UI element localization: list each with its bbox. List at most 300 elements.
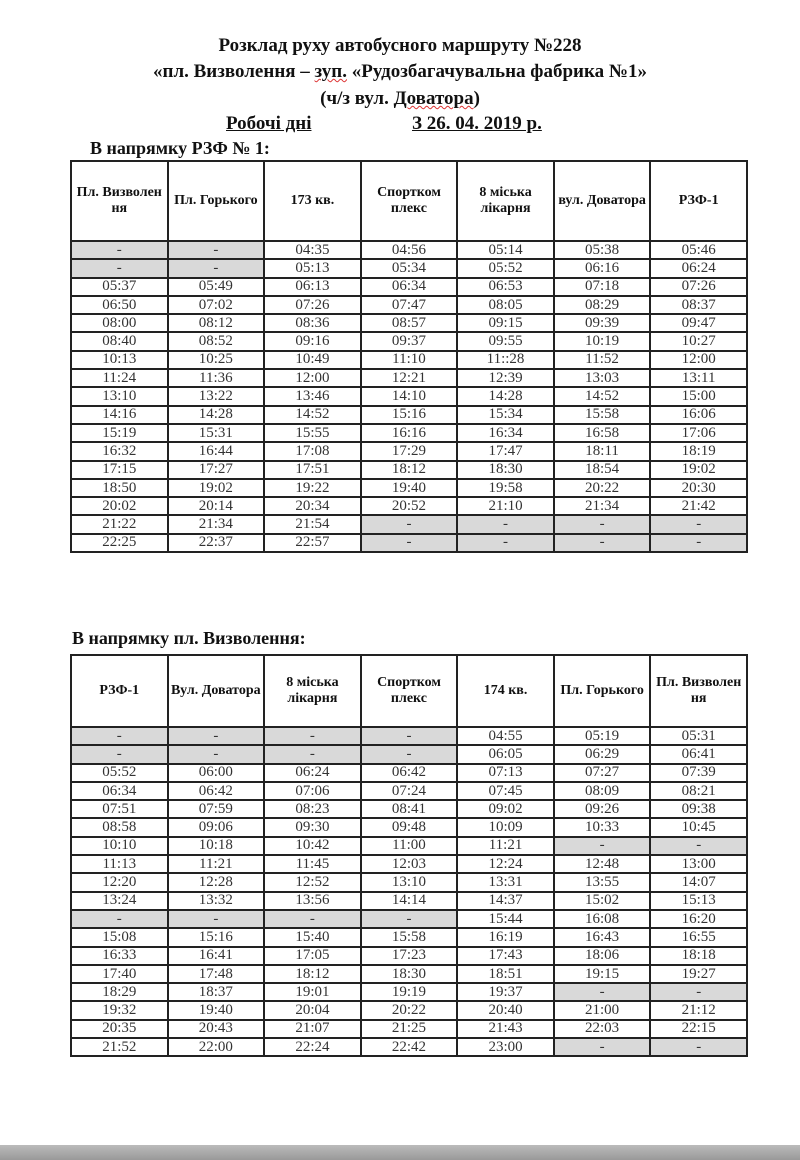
table-row	[71, 461, 747, 479]
departure-time: 13:56	[264, 892, 361, 910]
departure-time: 15:16	[361, 406, 458, 424]
departure-time: 12:00	[264, 369, 361, 387]
column-header: Вул. Доватора	[168, 655, 265, 727]
departure-time: 12:48	[554, 855, 651, 873]
departure-time: 08:57	[361, 314, 458, 332]
departure-time: 05:38	[554, 241, 651, 259]
departure-time: 08:58	[71, 818, 168, 836]
column-header: вул. Доватора	[554, 161, 651, 241]
departure-time: 05:31	[650, 727, 747, 745]
table-row	[71, 782, 747, 800]
column-header: РЗФ-1	[650, 161, 747, 241]
departure-time: 12:21	[361, 369, 458, 387]
departure-time: 11:00	[361, 837, 458, 855]
departure-time: 15:08	[71, 928, 168, 946]
departure-time: 11:45	[264, 855, 361, 873]
departure-time: 12:28	[168, 873, 265, 891]
departure-time: 19:58	[457, 479, 554, 497]
departure-time: 09:55	[457, 332, 554, 350]
route-name-part: «пл. Визволення –	[153, 61, 315, 82]
departure-time: 15:16	[168, 928, 265, 946]
column-header: Пл. Визволен ня	[71, 161, 168, 241]
departure-time: 18:18	[650, 947, 747, 965]
table-row	[71, 479, 747, 497]
departure-time: 08:23	[264, 800, 361, 818]
no-departure-cell: -	[168, 745, 265, 763]
departure-time: 19:37	[457, 983, 554, 1001]
table-row	[71, 406, 747, 424]
departure-time: 07:39	[650, 764, 747, 782]
departure-time: 13:11	[650, 369, 747, 387]
table-row	[71, 534, 747, 552]
departure-time: 07:26	[264, 296, 361, 314]
departure-time: 06:42	[361, 764, 458, 782]
departure-time: 19:32	[71, 1001, 168, 1019]
departure-time: 06:50	[71, 296, 168, 314]
departure-time: 21:52	[71, 1038, 168, 1056]
departure-time: 18:11	[554, 442, 651, 460]
table-row	[71, 387, 747, 405]
no-departure-cell: -	[650, 534, 747, 552]
departure-time: 18:51	[457, 965, 554, 983]
departure-time: 20:35	[71, 1020, 168, 1038]
departure-time: 17:27	[168, 461, 265, 479]
route-via-part: (ч/з вул.	[320, 88, 394, 109]
table-row	[71, 727, 747, 745]
departure-time: 06:00	[168, 764, 265, 782]
no-departure-cell: -	[650, 515, 747, 533]
departure-time: 07:51	[71, 800, 168, 818]
departure-time: 15:00	[650, 387, 747, 405]
departure-time: 19:40	[361, 479, 458, 497]
departure-time: 06:34	[71, 782, 168, 800]
departure-time: 21:12	[650, 1001, 747, 1019]
departure-time: 08:52	[168, 332, 265, 350]
departure-time: 07:27	[554, 764, 651, 782]
departure-time: 08:05	[457, 296, 554, 314]
table-row	[71, 424, 747, 442]
table-row	[71, 369, 747, 387]
departure-time: 14:10	[361, 387, 458, 405]
departure-time: 09:26	[554, 800, 651, 818]
departure-time: 07:47	[361, 296, 458, 314]
departure-time: 22:03	[554, 1020, 651, 1038]
departure-time: 18:37	[168, 983, 265, 1001]
departure-time: 16:34	[457, 424, 554, 442]
departure-time: 06:41	[650, 745, 747, 763]
departure-time: 22:57	[264, 534, 361, 552]
departure-time: 17:08	[264, 442, 361, 460]
table-row	[71, 983, 747, 1001]
departure-time: 15:44	[457, 910, 554, 928]
departure-time: 20:22	[554, 479, 651, 497]
direction2-label: В напрямку пл. Визволення:	[72, 628, 306, 648]
departure-time: 19:19	[361, 983, 458, 1001]
table-row	[71, 296, 747, 314]
window-bottom-bar	[0, 1145, 800, 1160]
departure-time: 16:16	[361, 424, 458, 442]
route-name	[0, 59, 800, 85]
departure-time: 19:01	[264, 983, 361, 1001]
departure-time: 19:02	[650, 461, 747, 479]
departure-time: 21:00	[554, 1001, 651, 1019]
table-row	[71, 764, 747, 782]
departure-time: 22:24	[264, 1038, 361, 1056]
departure-time: 10:09	[457, 818, 554, 836]
no-departure-cell: -	[264, 727, 361, 745]
table-row	[71, 873, 747, 891]
no-departure-cell: -	[554, 983, 651, 1001]
no-departure-cell: -	[650, 1038, 747, 1056]
departure-time: 07:59	[168, 800, 265, 818]
table-row	[71, 800, 747, 818]
no-departure-cell: -	[457, 515, 554, 533]
route-name-part: «Рудозбагачувальна фабрика №1»	[346, 61, 647, 82]
departure-time: 16:20	[650, 910, 747, 928]
column-header: 174 кв.	[457, 655, 554, 727]
departure-time: 21:34	[554, 497, 651, 515]
no-departure-cell: -	[71, 727, 168, 745]
no-departure-cell: -	[71, 241, 168, 259]
departure-time: 20:52	[361, 497, 458, 515]
departure-time: 21:54	[264, 515, 361, 533]
departure-time: 21:42	[650, 497, 747, 515]
departure-time: 18:12	[361, 461, 458, 479]
table-row	[71, 928, 747, 946]
departure-time: 10:13	[71, 351, 168, 369]
no-departure-cell: -	[554, 515, 651, 533]
departure-time: 11:10	[361, 351, 458, 369]
table-row	[71, 332, 747, 350]
departure-time: 06:05	[457, 745, 554, 763]
departure-time: 23:00	[457, 1038, 554, 1056]
no-departure-cell: -	[168, 259, 265, 277]
departure-time: 22:37	[168, 534, 265, 552]
no-departure-cell: -	[554, 837, 651, 855]
departure-time: 15:31	[168, 424, 265, 442]
departure-time: 16:58	[554, 424, 651, 442]
column-header: Пл. Горького	[168, 161, 265, 241]
departure-time: 05:19	[554, 727, 651, 745]
no-departure-cell: -	[71, 259, 168, 277]
no-departure-cell: -	[168, 910, 265, 928]
departure-time: 15:34	[457, 406, 554, 424]
no-departure-cell: -	[361, 515, 458, 533]
departure-time: 15:19	[71, 424, 168, 442]
table-row	[71, 892, 747, 910]
table-row	[71, 1001, 747, 1019]
departure-time: 13:46	[264, 387, 361, 405]
departure-time: 11:24	[71, 369, 168, 387]
departure-time: 05:46	[650, 241, 747, 259]
departure-time: 17:40	[71, 965, 168, 983]
departure-time: 15:40	[264, 928, 361, 946]
departure-time: 11:21	[457, 837, 554, 855]
departure-time: 22:15	[650, 1020, 747, 1038]
table-row	[71, 442, 747, 460]
departure-time: 16:41	[168, 947, 265, 965]
days-label: Робочі дні	[226, 113, 312, 134]
table-row	[71, 855, 747, 873]
departure-time: 21:34	[168, 515, 265, 533]
departure-time: 08:37	[650, 296, 747, 314]
departure-time: 16:19	[457, 928, 554, 946]
departure-time: 18:50	[71, 479, 168, 497]
departure-time: 15:13	[650, 892, 747, 910]
departure-time: 14:14	[361, 892, 458, 910]
direction1-label: В напрямку РЗФ № 1:	[90, 138, 270, 158]
column-header: Пл. Горького	[554, 655, 651, 727]
departure-time: 11:21	[168, 855, 265, 873]
table-row	[71, 515, 747, 533]
departure-time: 21:07	[264, 1020, 361, 1038]
column-header: Пл. Визволен ня	[650, 655, 747, 727]
table-row	[71, 259, 747, 277]
departure-time: 08:41	[361, 800, 458, 818]
departure-time: 13:00	[650, 855, 747, 873]
table-row	[71, 314, 747, 332]
departure-time: 20:34	[264, 497, 361, 515]
departure-time: 22:25	[71, 534, 168, 552]
departure-time: 18:12	[264, 965, 361, 983]
departure-time: 11:13	[71, 855, 168, 873]
no-departure-cell: -	[168, 241, 265, 259]
column-header: РЗФ-1	[71, 655, 168, 727]
column-header: 173 кв.	[264, 161, 361, 241]
table-row	[71, 497, 747, 515]
departure-time: 05:49	[168, 278, 265, 296]
departure-time: 07:45	[457, 782, 554, 800]
column-header: Спортком плекс	[361, 161, 458, 241]
departure-time: 10:49	[264, 351, 361, 369]
departure-time: 19:40	[168, 1001, 265, 1019]
departure-time: 19:15	[554, 965, 651, 983]
no-departure-cell: -	[361, 534, 458, 552]
departure-time: 06:29	[554, 745, 651, 763]
direction2-table	[70, 654, 748, 1057]
route-via-part: )	[473, 88, 480, 109]
departure-time: 15:02	[554, 892, 651, 910]
departure-time: 21:22	[71, 515, 168, 533]
departure-time: 13:55	[554, 873, 651, 891]
departure-time: 17:23	[361, 947, 458, 965]
departure-time: 17:48	[168, 965, 265, 983]
departure-time: 14:07	[650, 873, 747, 891]
departure-time: 11:36	[168, 369, 265, 387]
departure-time: 17:05	[264, 947, 361, 965]
table-row	[71, 351, 747, 369]
effective-date: З 26. 04. 2019 р.	[412, 113, 542, 134]
departure-time: 22:42	[361, 1038, 458, 1056]
departure-time: 12:52	[264, 873, 361, 891]
departure-time: 16:33	[71, 947, 168, 965]
departure-time: 20:22	[361, 1001, 458, 1019]
departure-time: 16:43	[554, 928, 651, 946]
departure-time: 10:33	[554, 818, 651, 836]
route-name-part: зуп.	[314, 61, 347, 82]
departure-time: 15:58	[361, 928, 458, 946]
departure-time: 16:08	[554, 910, 651, 928]
departure-time: 08:21	[650, 782, 747, 800]
departure-time: 12:03	[361, 855, 458, 873]
departure-time: 06:34	[361, 278, 458, 296]
no-departure-cell: -	[554, 534, 651, 552]
departure-time: 13:31	[457, 873, 554, 891]
no-departure-cell: -	[650, 837, 747, 855]
column-header: Спортком плекс	[361, 655, 458, 727]
no-departure-cell: -	[361, 745, 458, 763]
departure-time: 20:04	[264, 1001, 361, 1019]
departure-time: 10:25	[168, 351, 265, 369]
departure-time: 18:06	[554, 947, 651, 965]
table-row	[71, 910, 747, 928]
column-header: 8 міська лікарня	[264, 655, 361, 727]
departure-time: 06:16	[554, 259, 651, 277]
departure-time: 17:15	[71, 461, 168, 479]
route-via-part: Доватора	[393, 88, 474, 109]
departure-time: 09:30	[264, 818, 361, 836]
departure-time: 20:40	[457, 1001, 554, 1019]
departure-time: 06:24	[264, 764, 361, 782]
departure-time: 21:10	[457, 497, 554, 515]
departure-time: 05:52	[457, 259, 554, 277]
table-row	[71, 965, 747, 983]
departure-time: 17:43	[457, 947, 554, 965]
table-row	[71, 1038, 747, 1056]
departure-time: 04:35	[264, 241, 361, 259]
departure-time: 18:30	[457, 461, 554, 479]
departure-time: 21:25	[361, 1020, 458, 1038]
departure-time: 14:52	[264, 406, 361, 424]
departure-time: 12:00	[650, 351, 747, 369]
departure-time: 08:40	[71, 332, 168, 350]
no-departure-cell: -	[361, 910, 458, 928]
departure-time: 16:55	[650, 928, 747, 946]
departure-time: 13:10	[361, 873, 458, 891]
departure-time: 13:24	[71, 892, 168, 910]
departure-time: 13:10	[71, 387, 168, 405]
departure-time: 14:28	[168, 406, 265, 424]
departure-time: 21:43	[457, 1020, 554, 1038]
departure-time: 05:37	[71, 278, 168, 296]
departure-time: 08:09	[554, 782, 651, 800]
column-header: 8 міська лікарня	[457, 161, 554, 241]
departure-time: 10:42	[264, 837, 361, 855]
departure-time: 08:12	[168, 314, 265, 332]
departure-time: 16:44	[168, 442, 265, 460]
departure-time: 20:14	[168, 497, 265, 515]
departure-time: 13:32	[168, 892, 265, 910]
departure-time: 14:52	[554, 387, 651, 405]
no-departure-cell: -	[71, 910, 168, 928]
departure-time: 10:45	[650, 818, 747, 836]
departure-time: 08:29	[554, 296, 651, 314]
departure-time: 18:30	[361, 965, 458, 983]
departure-time: 10:10	[71, 837, 168, 855]
departure-time: 11:52	[554, 351, 651, 369]
route-via	[0, 86, 800, 112]
departure-time: 12:24	[457, 855, 554, 873]
departure-time: 17:51	[264, 461, 361, 479]
departure-time: 09:37	[361, 332, 458, 350]
no-departure-cell: -	[554, 1038, 651, 1056]
departure-time: 07:13	[457, 764, 554, 782]
departure-time: 07:26	[650, 278, 747, 296]
departure-time: 07:06	[264, 782, 361, 800]
departure-time: 17:29	[361, 442, 458, 460]
departure-time: 14:37	[457, 892, 554, 910]
direction1-table	[70, 160, 748, 553]
departure-time: 08:36	[264, 314, 361, 332]
departure-time: 05:52	[71, 764, 168, 782]
no-departure-cell: -	[361, 727, 458, 745]
departure-time: 12:20	[71, 873, 168, 891]
table-row	[71, 818, 747, 836]
departure-time: 06:42	[168, 782, 265, 800]
departure-time: 20:30	[650, 479, 747, 497]
table-row	[71, 278, 747, 296]
departure-time: 19:02	[168, 479, 265, 497]
departure-time: 06:13	[264, 278, 361, 296]
departure-time: 20:43	[168, 1020, 265, 1038]
departure-time: 09:39	[554, 314, 651, 332]
no-departure-cell: -	[264, 910, 361, 928]
departure-time: 14:28	[457, 387, 554, 405]
departure-time: 19:22	[264, 479, 361, 497]
schedule-title: Розклад руху автобусного маршруту №228	[218, 35, 582, 56]
departure-time: 06:24	[650, 259, 747, 277]
departure-time: 06:53	[457, 278, 554, 296]
table-row	[71, 745, 747, 763]
table-row	[71, 837, 747, 855]
departure-time: 18:54	[554, 461, 651, 479]
departure-time: 15:55	[264, 424, 361, 442]
departure-time: 10:19	[554, 332, 651, 350]
departure-time: 13:22	[168, 387, 265, 405]
table-row	[71, 1020, 747, 1038]
departure-time: 12:39	[457, 369, 554, 387]
departure-time: 04:56	[361, 241, 458, 259]
departure-time: 17:06	[650, 424, 747, 442]
table-row	[71, 947, 747, 965]
departure-time: 11::28	[457, 351, 554, 369]
departure-time: 09:38	[650, 800, 747, 818]
no-departure-cell: -	[264, 745, 361, 763]
departure-time: 05:34	[361, 259, 458, 277]
departure-time: 09:48	[361, 818, 458, 836]
departure-time: 18:19	[650, 442, 747, 460]
departure-time: 18:29	[71, 983, 168, 1001]
departure-time: 07:02	[168, 296, 265, 314]
departure-time: 15:58	[554, 406, 651, 424]
departure-time: 09:16	[264, 332, 361, 350]
no-departure-cell: -	[71, 745, 168, 763]
no-departure-cell: -	[168, 727, 265, 745]
departure-time: 22:00	[168, 1038, 265, 1056]
departure-time: 14:16	[71, 406, 168, 424]
no-departure-cell: -	[650, 983, 747, 1001]
departure-time: 05:13	[264, 259, 361, 277]
departure-time: 09:47	[650, 314, 747, 332]
table-row	[71, 241, 747, 259]
departure-time: 09:15	[457, 314, 554, 332]
departure-time: 20:02	[71, 497, 168, 515]
departure-time: 13:03	[554, 369, 651, 387]
departure-time: 07:18	[554, 278, 651, 296]
departure-time: 07:24	[361, 782, 458, 800]
departure-time: 16:06	[650, 406, 747, 424]
departure-time: 05:14	[457, 241, 554, 259]
